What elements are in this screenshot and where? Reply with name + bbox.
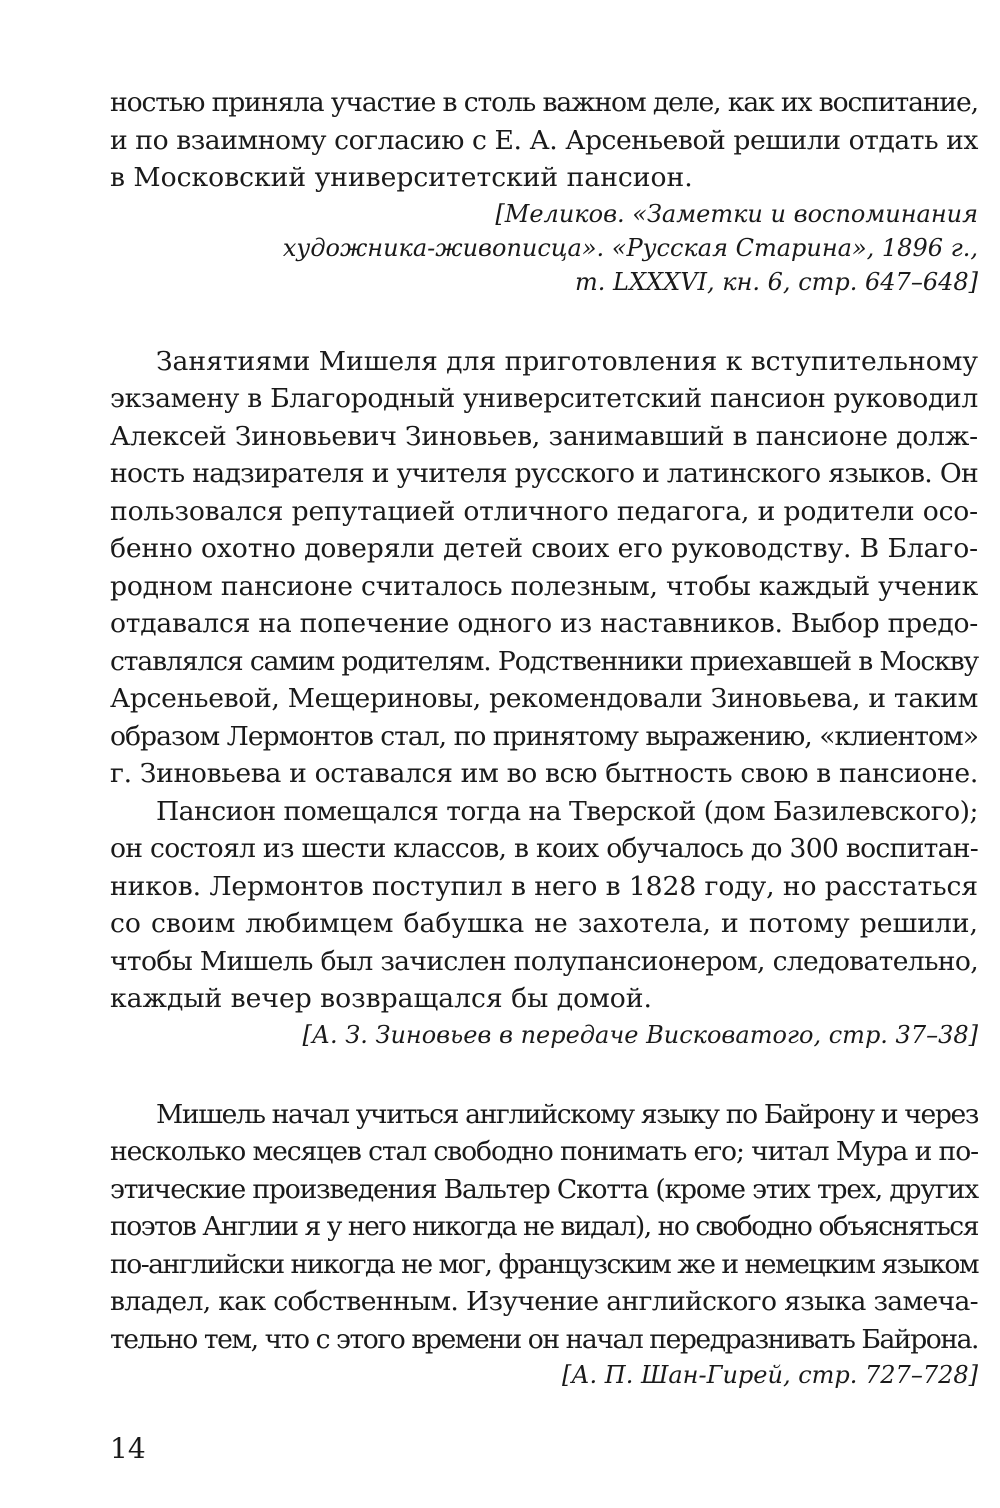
spacer (110, 299, 978, 343)
text-line: Арсеньевой, Мещериновы, рекомендовали Зиновьева, и таким (110, 683, 979, 714)
text-line: по-английски никогда не мог, французским же и немецким языком (110, 1248, 979, 1280)
text-line: и по взаимному согласию с Е. А. Арсеньевой решили отдать их (110, 124, 978, 156)
source-line: [Меликов. «Заметки и воспоминания (495, 199, 978, 228)
text-line: он состоял из шести классов, в коих обучалось до 300 воспитан- (110, 833, 979, 864)
source-citation (110, 1018, 978, 1052)
quote-block-3 (110, 1096, 978, 1393)
text-line: Пансион помещался тогда на Тверской (дом Базилевского); (156, 795, 978, 827)
text-line: ников. Лермонтов поступил в него в 1828 году, но расстаться (110, 870, 978, 902)
text-line: г. Зиновьева и оставался им во всю бытность свою в пансионе. (110, 758, 978, 789)
source-line: [А. П. Шан-Гирей, стр. 727–728] (561, 1361, 978, 1389)
spacer (110, 1052, 978, 1096)
text-line: отдавался на попечение одного из наставников. Выбор предо- (110, 608, 979, 639)
text-line: образом Лермонтов стал, по принятому выражению, «клиентом» (110, 720, 978, 752)
quote-block-2 (110, 343, 978, 1052)
text-line: ностью приняла участие в столь важном деле, как их воспитание, (110, 87, 978, 118)
page-body (110, 84, 978, 1392)
paragraph (110, 1096, 978, 1359)
source-line: художника-живописца». «Русская Старина», 1896 г., (282, 233, 978, 262)
text-line: чтобы Мишель был зачислен полупансионером, следовательно, (110, 945, 978, 977)
text-line: бенно охотно доверяли детей своих его руководству. В Благо- (110, 533, 979, 564)
text-line: этические произведения Вальтер Скотта (кроме этих трех, других (110, 1173, 978, 1205)
text-line: ставлялся самим родителям. Родственники приехавшей в Москву (110, 645, 978, 677)
source-citation (110, 197, 978, 299)
text-line: несколько месяцев стал свободно понимать его; читал Мура и по- (110, 1136, 978, 1167)
text-line: экзамену в Благородный университетский пансион руководил (110, 383, 978, 414)
paragraph (110, 793, 978, 1018)
text-line: Алексей Зиновьевич Зиновьев, занимавший в пансионе долж- (110, 420, 978, 452)
source-line: [А. З. Зиновьев в передаче Висковатого, стр. 37–38] (302, 1020, 978, 1049)
quote-text (110, 84, 978, 197)
text-line: тельно тем, что с этого времени он начал передразнивать Байрона. (110, 1323, 979, 1355)
text-line: владел, как собственным. Изучение английского языка замеча- (110, 1286, 978, 1317)
text-line: Занятиями Мишеля для приготовления к вступительному (156, 345, 978, 377)
paragraph (110, 343, 978, 793)
text-line: каждый вечер возвращался бы домой. (110, 983, 652, 1014)
text-line: в Московский университетский пансион. (110, 162, 693, 193)
page-number: 14 (110, 1432, 146, 1465)
text-line: поэтов Англии я у него никогда не видал), но свободно объясняться (110, 1211, 978, 1242)
source-citation (110, 1358, 978, 1392)
text-line: Мишель начал учиться английскому языку по Байрону и через (156, 1098, 979, 1130)
quote-block-1 (110, 84, 978, 299)
text-line: ность надзирателя и учителя русского и латинского языков. Он (110, 458, 978, 489)
text-line: родном пансионе считалось полезным, чтобы каждый ученик (110, 570, 979, 602)
text-line: со своим любимцем бабушка не захотела, и потому решили, (110, 908, 978, 939)
text-line: пользовался репутацией отличного педагога, и родители осо- (110, 495, 978, 527)
source-line: т. LXXXVI, кн. 6, стр. 647–648] (574, 267, 978, 296)
